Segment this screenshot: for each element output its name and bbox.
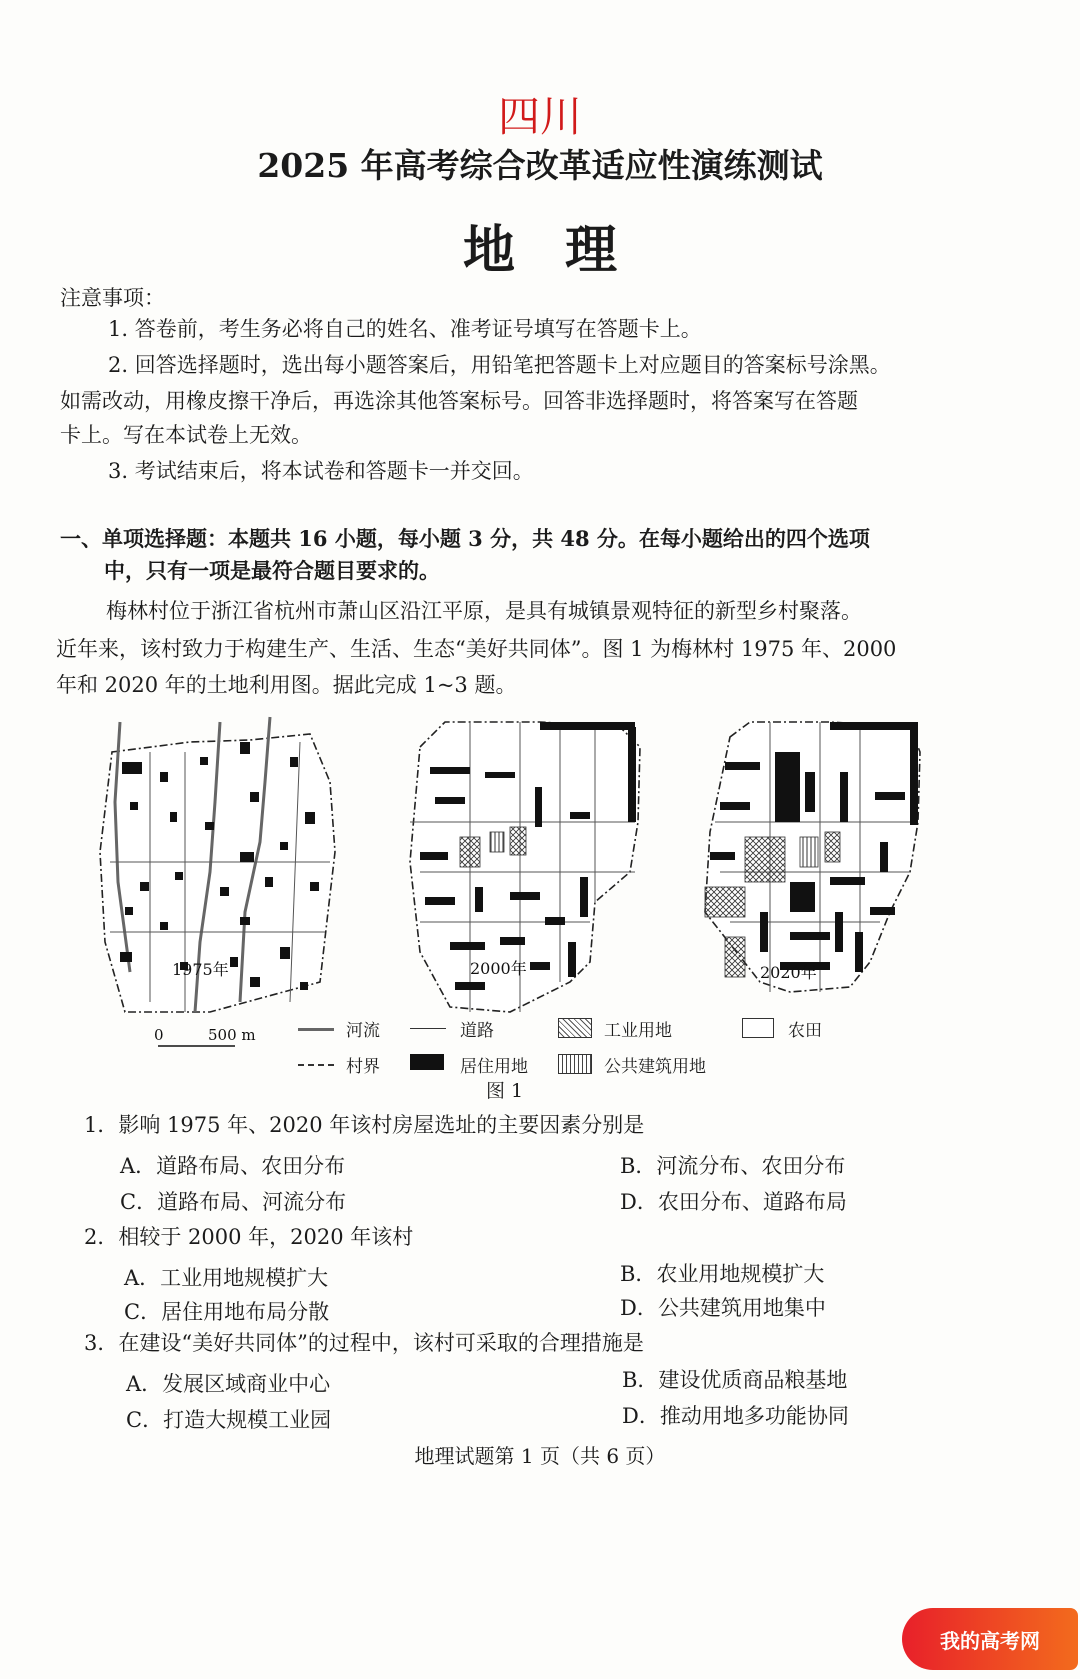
option-1c: C．道路布局、河流分布: [120, 1190, 347, 1214]
map-label-2000: 2000年: [470, 959, 527, 978]
map-label-1975: 1975年: [172, 960, 229, 979]
passage-line: 梅林村位于浙江省杭州市萧山区沿江平原，是具有城镇景观特征的新型乡村聚落。: [106, 599, 862, 623]
note-item: 卡上。写在本试卷上无效。: [60, 423, 312, 447]
legend-industrial: 工业用地: [604, 1021, 672, 1041]
legend-river: 河流: [346, 1021, 380, 1041]
land-use-maps-figure: [90, 712, 1010, 1052]
note-item: 2. 回答选择题时，选出每小题答案后，用铅笔把答题卡上对应题目的答案标号涂黑。: [108, 353, 891, 377]
passage-line: 近年来，该村致力于构建生产、生活、生态“美好共同体”。图 1 为梅林村 1975 年、2000: [56, 637, 897, 661]
legend-residential-swatch: [410, 1054, 444, 1070]
map-label-2020: 2020年: [760, 963, 817, 982]
note-item: 如需改动，用橡皮擦干净后，再选涂其他答案标号。回答非选择题时，将答案写在答题: [60, 389, 858, 413]
option-1a: A．道路布局、农田分布: [120, 1154, 346, 1178]
option-3a: A．发展区域商业中心: [126, 1372, 331, 1396]
legend-farmland: 农田: [788, 1021, 822, 1041]
map-2020: [705, 722, 920, 992]
note-item: 1. 答卷前，考生务必将自己的姓名、准考证号填写在答题卡上。: [108, 317, 702, 341]
page-footer: 地理试题第 1 页（共 6 页）: [414, 1444, 666, 1468]
option-3c: C．打造大规模工业园: [126, 1408, 332, 1432]
legend-residential: 居住用地: [460, 1057, 528, 1077]
exam-title: 2025 年高考综合改革适应性演练测试: [257, 146, 823, 185]
legend-public-swatch: [558, 1054, 592, 1074]
section-heading-cont: 中，只有一项是最符合题目要求的。: [104, 558, 440, 583]
question-stem: 1．影响 1975 年、2020 年该村房屋选址的主要因素分别是: [84, 1113, 645, 1137]
region-label: 四川: [497, 92, 582, 141]
legend-industrial-swatch: [558, 1018, 592, 1038]
option-3b: B．建设优质商品粮基地: [622, 1368, 848, 1392]
legend-boundary-swatch: [298, 1064, 334, 1066]
note-item: 3. 考试结束后，将本试卷和答题卡一并交回。: [108, 459, 534, 483]
watermark-text: 我的高考网: [940, 1628, 1040, 1653]
question-stem: 3．在建设“美好共同体”的过程中，该村可采取的合理措施是: [84, 1331, 644, 1355]
section-heading: 一、单项选择题：本题共 16 小题，每小题 3 分，共 48 分。在每小题给出的四个选项: [60, 526, 870, 551]
option-3d: D．推动用地多功能协同: [622, 1404, 849, 1428]
option-2c: C．居住用地布局分散: [124, 1300, 330, 1324]
legend-river-swatch: [298, 1028, 334, 1031]
legend-public: 公共建筑用地: [604, 1057, 706, 1077]
passage-line: 年和 2020 年的土地利用图。据此完成 1~3 题。: [56, 673, 517, 697]
figure-caption: 图 1: [486, 1080, 524, 1102]
notes-heading: 注意事项：: [60, 286, 165, 310]
figure-legend: [298, 1016, 998, 1096]
option-1b: B．河流分布、农田分布: [620, 1154, 846, 1178]
option-2a: A．工业用地规模扩大: [124, 1266, 329, 1290]
legend-village-boundary: 村界: [346, 1057, 380, 1077]
question-stem: 2．相较于 2000 年，2020 年该村: [84, 1225, 414, 1249]
legend-farmland-swatch: [742, 1018, 774, 1038]
option-1d: D．农田分布、道路布局: [620, 1190, 847, 1214]
option-2d: D．公共建筑用地集中: [620, 1296, 826, 1320]
legend-road-swatch: [410, 1028, 446, 1029]
scale-zero: 0: [154, 1026, 164, 1044]
legend-road: 道路: [460, 1021, 494, 1041]
scale-label: 500 m: [208, 1026, 256, 1044]
watermark-badge: [902, 1608, 1078, 1670]
option-2b: B．农业用地规模扩大: [620, 1262, 825, 1286]
subject-title: 地理: [462, 220, 667, 281]
